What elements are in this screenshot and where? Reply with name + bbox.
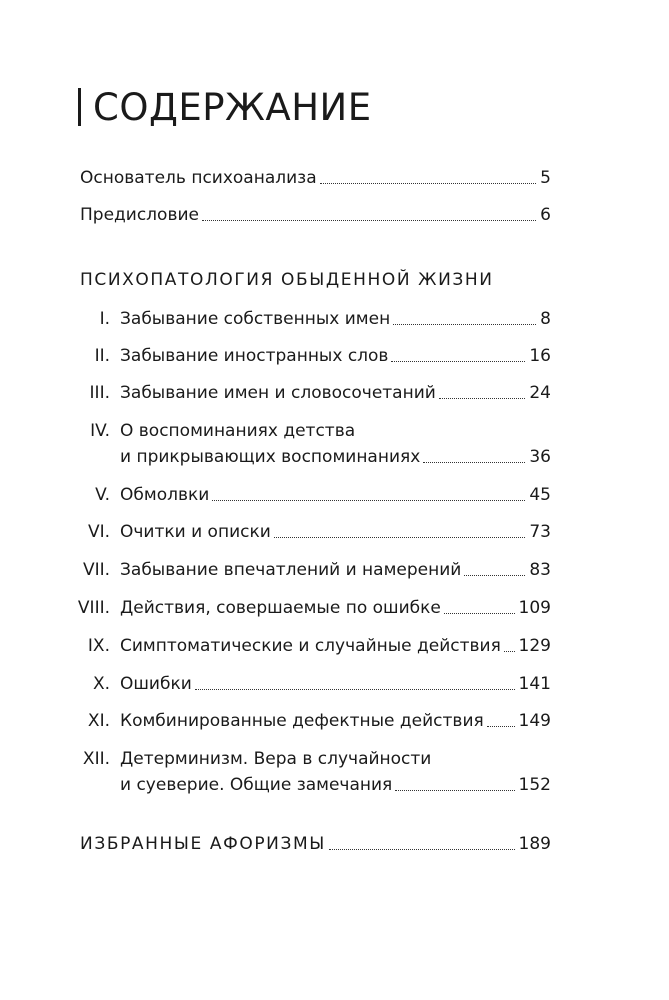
toc-entry-chapter-8[interactable]	[120, 598, 551, 618]
dot-leader	[212, 500, 525, 501]
toc-entry-chapter-11[interactable]	[120, 711, 551, 731]
dot-leader	[444, 613, 515, 614]
chapter-number: V.	[95, 485, 110, 505]
entry-title: Основатель психоанализа	[80, 168, 317, 188]
chapter-number: III.	[89, 383, 110, 403]
entry-title: Симптоматические и случайные действия	[120, 636, 501, 656]
entry-title: Забывание впечатлений и намерений	[120, 560, 462, 580]
chapter-number: X.	[92, 674, 110, 694]
dot-leader	[439, 398, 526, 399]
entry-page: 129	[518, 636, 551, 656]
entry-title: Действия, совершаемые по ошибке	[120, 598, 441, 618]
entry-page: 5	[540, 168, 551, 188]
toc-entry-chapter-1[interactable]	[120, 309, 551, 329]
toc-entry-founder[interactable]	[80, 168, 551, 188]
entry-title: Ошибки	[120, 674, 192, 694]
entry-page: 152	[518, 775, 551, 795]
toc-entry-chapter-7[interactable]	[120, 560, 551, 580]
chapter-number: VII.	[82, 560, 110, 580]
toc-entry-chapter-10[interactable]	[120, 674, 551, 694]
toc-entry-chapter-3[interactable]	[120, 383, 551, 403]
entry-page: 141	[518, 674, 551, 694]
entry-page: 83	[529, 560, 551, 580]
chapter-number: VIII.	[77, 598, 110, 618]
chapter-number: IX.	[87, 636, 110, 656]
dot-leader	[464, 575, 525, 576]
page-title: СОДЕРЖАНИЕ	[93, 85, 372, 129]
entry-page: 73	[529, 522, 551, 542]
dot-leader	[329, 849, 515, 850]
dot-leader	[391, 361, 525, 362]
dot-leader	[202, 220, 536, 221]
dot-leader	[195, 689, 515, 690]
toc-entry-chapter-9[interactable]	[120, 636, 551, 656]
entry-page: 36	[529, 447, 551, 467]
section-title-aphorisms: ИЗБРАННЫЕ АФОРИЗМЫ	[80, 834, 326, 854]
entry-page: 149	[518, 711, 551, 731]
toc-entry-chapter-4[interactable]	[120, 447, 551, 467]
entry-page: 45	[529, 485, 551, 505]
dot-leader	[423, 462, 525, 463]
dot-leader	[504, 651, 515, 652]
entry-title: Очитки и описки	[120, 522, 271, 542]
heading-bar	[78, 88, 81, 126]
entry-page: 24	[529, 383, 551, 403]
entry-title: Обмолвки	[120, 485, 210, 505]
entry-title: и суеверие. Общие замечания	[120, 775, 393, 795]
entry-page: 8	[540, 309, 551, 329]
chapter-number: XI.	[87, 711, 110, 731]
dot-leader	[274, 537, 526, 538]
entry-page: 16	[529, 346, 551, 366]
chapter-number: I.	[99, 309, 110, 329]
entry-title: и прикрывающих воспоминаниях	[120, 447, 421, 467]
dot-leader	[395, 790, 514, 791]
chapter-number: II.	[94, 346, 110, 366]
chapter-number: VI.	[87, 522, 110, 542]
section-title-psychopathology: ПСИХОПАТОЛОГИЯ ОБЫДЕННОЙ ЖИЗНИ	[80, 270, 494, 290]
toc-heading	[78, 82, 372, 132]
entry-title-line1: Детерминизм. Вера в случайности	[120, 749, 432, 769]
entry-page: 6	[540, 205, 551, 225]
chapter-number: XII.	[82, 749, 110, 769]
toc-entry-aphorisms[interactable]	[80, 834, 551, 854]
entry-title-line1: О воспоминаниях детства	[120, 421, 356, 441]
toc-entry-preface[interactable]	[80, 205, 551, 225]
chapter-number: IV.	[90, 421, 110, 441]
dot-leader	[320, 183, 537, 184]
toc-entry-chapter-2[interactable]	[120, 346, 551, 366]
entry-title: Забывание имен и словосочетаний	[120, 383, 436, 403]
dot-leader	[487, 726, 515, 727]
entry-page: 109	[518, 598, 551, 618]
toc-entry-chapter-5[interactable]	[120, 485, 551, 505]
entry-page: 189	[518, 834, 551, 854]
toc-entry-chapter-6[interactable]	[120, 522, 551, 542]
entry-title: Предисловие	[80, 205, 199, 225]
dot-leader	[393, 324, 536, 325]
entry-title: Забывание иностранных слов	[120, 346, 389, 366]
entry-title: Забывание собственных имен	[120, 309, 391, 329]
toc-entry-chapter-12[interactable]	[120, 775, 551, 795]
entry-title: Комбинированные дефектные действия	[120, 711, 484, 731]
